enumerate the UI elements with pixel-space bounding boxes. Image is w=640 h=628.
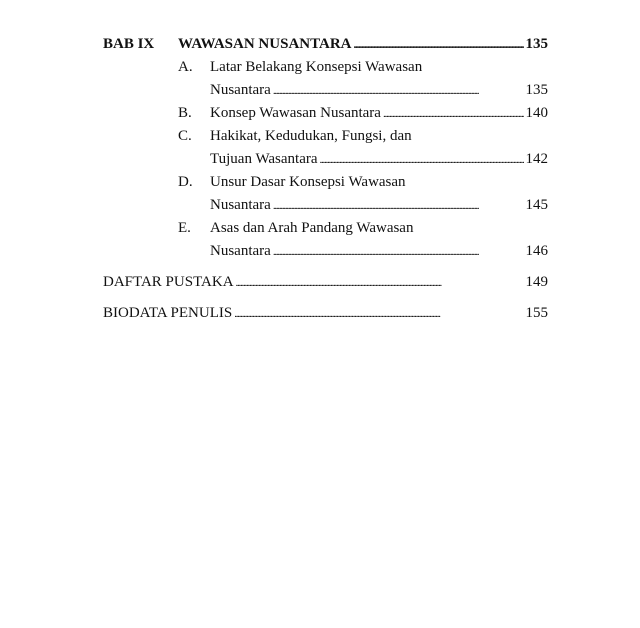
chapter-title: WAWASAN NUSANTARA — [178, 36, 352, 52]
bibliography-title: DAFTAR PUSTAKA — [103, 274, 234, 290]
item-d-letter: D. — [178, 174, 193, 190]
item-c-line1 — [210, 127, 412, 145]
chapter-label: BAB IX — [103, 36, 155, 52]
item-d-line2 — [210, 196, 548, 215]
item-a-title: Latar Belakang Konsepsi Wawasan — [210, 59, 423, 75]
item-d-page: 145 — [525, 197, 548, 213]
item-b-letter: B. — [178, 105, 192, 121]
item-c-line2 — [210, 150, 548, 169]
item-e-line2 — [210, 242, 548, 261]
item-d-title: Unsur Dasar Konsepsi Wawasan — [210, 174, 406, 190]
item-e-title: Asas dan Arah Pandang Wawasan — [210, 220, 414, 236]
bibliography-entry — [103, 273, 548, 292]
author-bio-page: 155 — [525, 305, 548, 321]
dot-leader — [273, 242, 524, 261]
item-a-line2 — [210, 81, 548, 100]
item-a-title-cont: Nusantara — [210, 82, 271, 98]
item-e-page: 146 — [525, 243, 548, 259]
chapter-page: 135 — [525, 36, 548, 52]
dot-leader — [320, 150, 524, 169]
item-e-letter: E. — [178, 220, 191, 236]
item-c-letter: C. — [178, 128, 192, 144]
dot-leader — [234, 304, 523, 323]
item-b-page: 140 — [525, 105, 548, 121]
item-a-page: 135 — [525, 82, 548, 98]
dot-leader — [354, 35, 524, 54]
item-a-line1 — [210, 58, 422, 76]
chapter-heading — [103, 35, 548, 54]
author-bio-entry — [103, 304, 548, 323]
item-e-title-cont: Nusantara — [210, 243, 271, 259]
item-a-letter: A. — [178, 59, 193, 75]
item-c-title-cont: Tujuan Wasantara — [210, 151, 318, 167]
item-d-line1 — [210, 173, 406, 191]
bibliography-page: 149 — [525, 274, 548, 290]
item-e-line1 — [210, 219, 413, 237]
item-d-title-cont: Nusantara — [210, 197, 271, 213]
author-bio-title: BIODATA PENULIS — [103, 305, 233, 321]
item-b-title: Konsep Wawasan Nusantara — [210, 105, 381, 121]
dot-leader — [273, 196, 524, 215]
dot-leader — [236, 273, 524, 292]
item-b-line1 — [210, 104, 548, 123]
item-c-page: 142 — [525, 151, 548, 167]
dot-leader — [383, 104, 524, 123]
dot-leader — [273, 81, 524, 100]
item-c-title: Hakikat, Kedudukan, Fungsi, dan — [210, 128, 412, 144]
